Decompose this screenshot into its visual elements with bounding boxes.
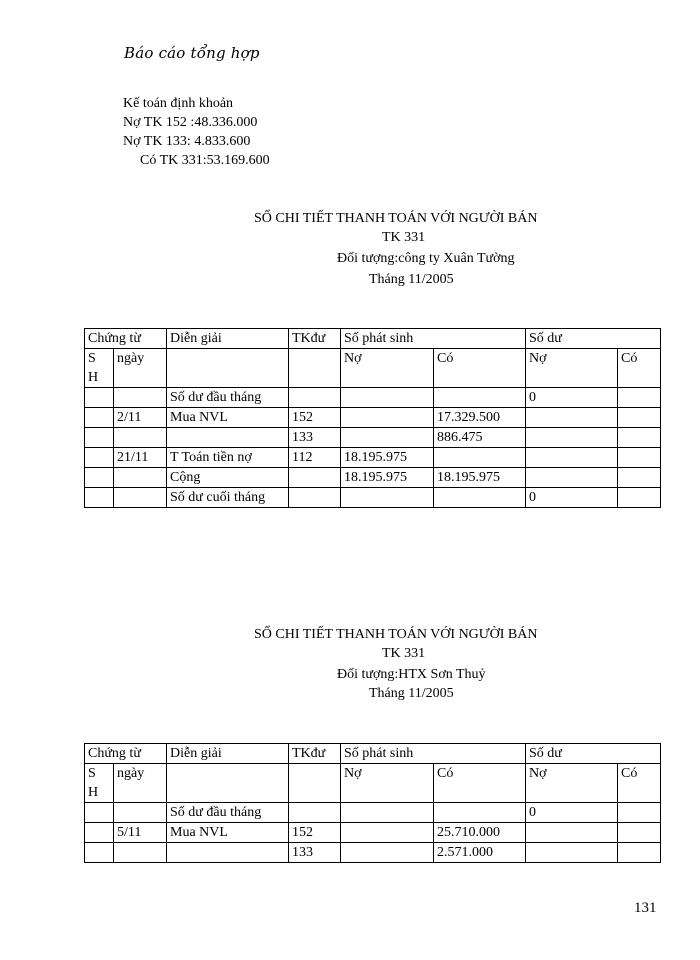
cell: 18.195.975 xyxy=(341,468,434,488)
cell xyxy=(114,388,167,408)
ledger-period: Tháng 11/2005 xyxy=(369,272,454,287)
journal-entry-line: Có TK 331:53.169.600 xyxy=(140,153,270,168)
cell: 886.475 xyxy=(434,428,526,448)
header-balance-credit: Có xyxy=(618,349,661,388)
cell xyxy=(114,428,167,448)
cell: 0 xyxy=(526,388,618,408)
ledger-table xyxy=(84,743,661,863)
cell xyxy=(341,428,434,448)
cell xyxy=(85,803,114,823)
header-credit: Có xyxy=(434,764,526,803)
cell xyxy=(434,803,526,823)
cell xyxy=(85,448,114,468)
cell xyxy=(167,428,289,448)
cell: Mua NVL xyxy=(167,408,289,428)
cell xyxy=(618,448,661,468)
cell xyxy=(618,408,661,428)
cell xyxy=(434,488,526,508)
cell xyxy=(114,843,167,863)
cell xyxy=(85,488,114,508)
header-balance-debit: Nợ xyxy=(526,764,618,803)
ledger-period: Tháng 11/2005 xyxy=(369,686,454,701)
cell xyxy=(85,408,114,428)
cell xyxy=(114,468,167,488)
cell xyxy=(289,488,341,508)
cell: 133 xyxy=(289,843,341,863)
ledger-table xyxy=(84,328,661,508)
table-row xyxy=(85,843,661,863)
header-contra-account: TKđư xyxy=(289,744,341,764)
cell: 2.571.000 xyxy=(434,843,526,863)
header-debit: Nợ xyxy=(341,764,434,803)
table-row xyxy=(85,488,661,508)
cell: 133 xyxy=(289,428,341,448)
header-voucher: Chứng từ xyxy=(85,329,167,349)
header-voucher-no: S H xyxy=(85,764,114,803)
cell: 18.195.975 xyxy=(434,468,526,488)
cell xyxy=(341,803,434,823)
header-date: ngày xyxy=(114,764,167,803)
table-row xyxy=(85,803,661,823)
cell xyxy=(341,488,434,508)
journal-entry-line: Nợ TK 133: 4.833.600 xyxy=(123,134,251,149)
cell: 18.195.975 xyxy=(341,448,434,468)
cell xyxy=(341,408,434,428)
ledger-counterparty: Đối tượng:công ty Xuân Tường xyxy=(337,251,515,266)
cell xyxy=(85,843,114,863)
cell xyxy=(618,803,661,823)
header-balance: Số dư xyxy=(526,744,661,764)
table-row xyxy=(85,428,661,448)
ledger-account: TK 331 xyxy=(382,646,426,661)
table-row xyxy=(85,448,661,468)
page-number: 131 xyxy=(634,900,657,916)
report-heading: Báo cáo tổng hợp xyxy=(124,44,260,62)
table-header-row xyxy=(85,329,661,349)
cell: Mua NVL xyxy=(167,823,289,843)
table-subheader-row xyxy=(85,349,661,388)
header-balance-credit: Có xyxy=(618,764,661,803)
table-subheader-row xyxy=(85,764,661,803)
cell: 5/11 xyxy=(114,823,167,843)
header-description: Diễn giải xyxy=(167,744,289,764)
cell: 112 xyxy=(289,448,341,468)
cell xyxy=(114,488,167,508)
cell xyxy=(618,823,661,843)
table-row xyxy=(85,823,661,843)
header-blank xyxy=(167,349,289,388)
journal-entry-line: Nợ TK 152 :48.336.000 xyxy=(123,115,258,130)
cell: 152 xyxy=(289,823,341,843)
cell xyxy=(434,448,526,468)
cell xyxy=(526,428,618,448)
cell xyxy=(526,843,618,863)
header-contra-account: TKđư xyxy=(289,329,341,349)
cell xyxy=(526,448,618,468)
cell xyxy=(85,428,114,448)
header-voucher-no: S H xyxy=(85,349,114,388)
header-transactions: Số phát sinh xyxy=(341,744,526,764)
cell: 152 xyxy=(289,408,341,428)
ledger-title: SỔ CHI TIẾT THANH TOÁN VỚI NGƯỜI BÁN xyxy=(254,627,538,642)
ledger-title: SỔ CHI TIẾT THANH TOÁN VỚI NGƯỜI BÁN xyxy=(254,211,538,226)
ledger-counterparty: Đối tượng:HTX Sơn Thuỷ xyxy=(337,667,486,682)
cell xyxy=(618,843,661,863)
cell xyxy=(618,428,661,448)
cell: 21/11 xyxy=(114,448,167,468)
table-row xyxy=(85,408,661,428)
cell: T Toán tiền nợ xyxy=(167,448,289,468)
header-blank xyxy=(289,349,341,388)
cell xyxy=(289,468,341,488)
header-date: ngày xyxy=(114,349,167,388)
cell xyxy=(289,803,341,823)
cell xyxy=(618,468,661,488)
header-balance-debit: Nợ xyxy=(526,349,618,388)
cell xyxy=(289,388,341,408)
cell xyxy=(85,468,114,488)
header-credit: Có xyxy=(434,349,526,388)
cell xyxy=(341,843,434,863)
cell: Số dư đầu tháng xyxy=(167,388,289,408)
table-row xyxy=(85,468,661,488)
cell xyxy=(434,388,526,408)
cell xyxy=(85,823,114,843)
cell: 17.329.500 xyxy=(434,408,526,428)
cell xyxy=(618,388,661,408)
cell xyxy=(526,823,618,843)
header-transactions: Số phát sinh xyxy=(341,329,526,349)
table-row xyxy=(85,388,661,408)
ledger-account: TK 331 xyxy=(382,230,426,245)
cell xyxy=(341,823,434,843)
cell xyxy=(114,803,167,823)
cell: Số dư đầu tháng xyxy=(167,803,289,823)
cell xyxy=(85,388,114,408)
cell xyxy=(618,488,661,508)
cell: 0 xyxy=(526,488,618,508)
header-voucher: Chứng từ xyxy=(85,744,167,764)
cell: 25.710.000 xyxy=(434,823,526,843)
cell: 0 xyxy=(526,803,618,823)
header-blank xyxy=(167,764,289,803)
cell xyxy=(167,843,289,863)
header-balance: Số dư xyxy=(526,329,661,349)
cell: Số dư cuối tháng xyxy=(167,488,289,508)
cell xyxy=(341,388,434,408)
header-blank xyxy=(289,764,341,803)
cell xyxy=(526,468,618,488)
cell xyxy=(526,408,618,428)
cell: Cộng xyxy=(167,468,289,488)
table-header-row xyxy=(85,744,661,764)
journal-entry-title: Kế toán định khoản xyxy=(123,96,234,111)
cell: 2/11 xyxy=(114,408,167,428)
header-description: Diễn giải xyxy=(167,329,289,349)
journal-entry xyxy=(123,94,270,170)
header-debit: Nợ xyxy=(341,349,434,388)
